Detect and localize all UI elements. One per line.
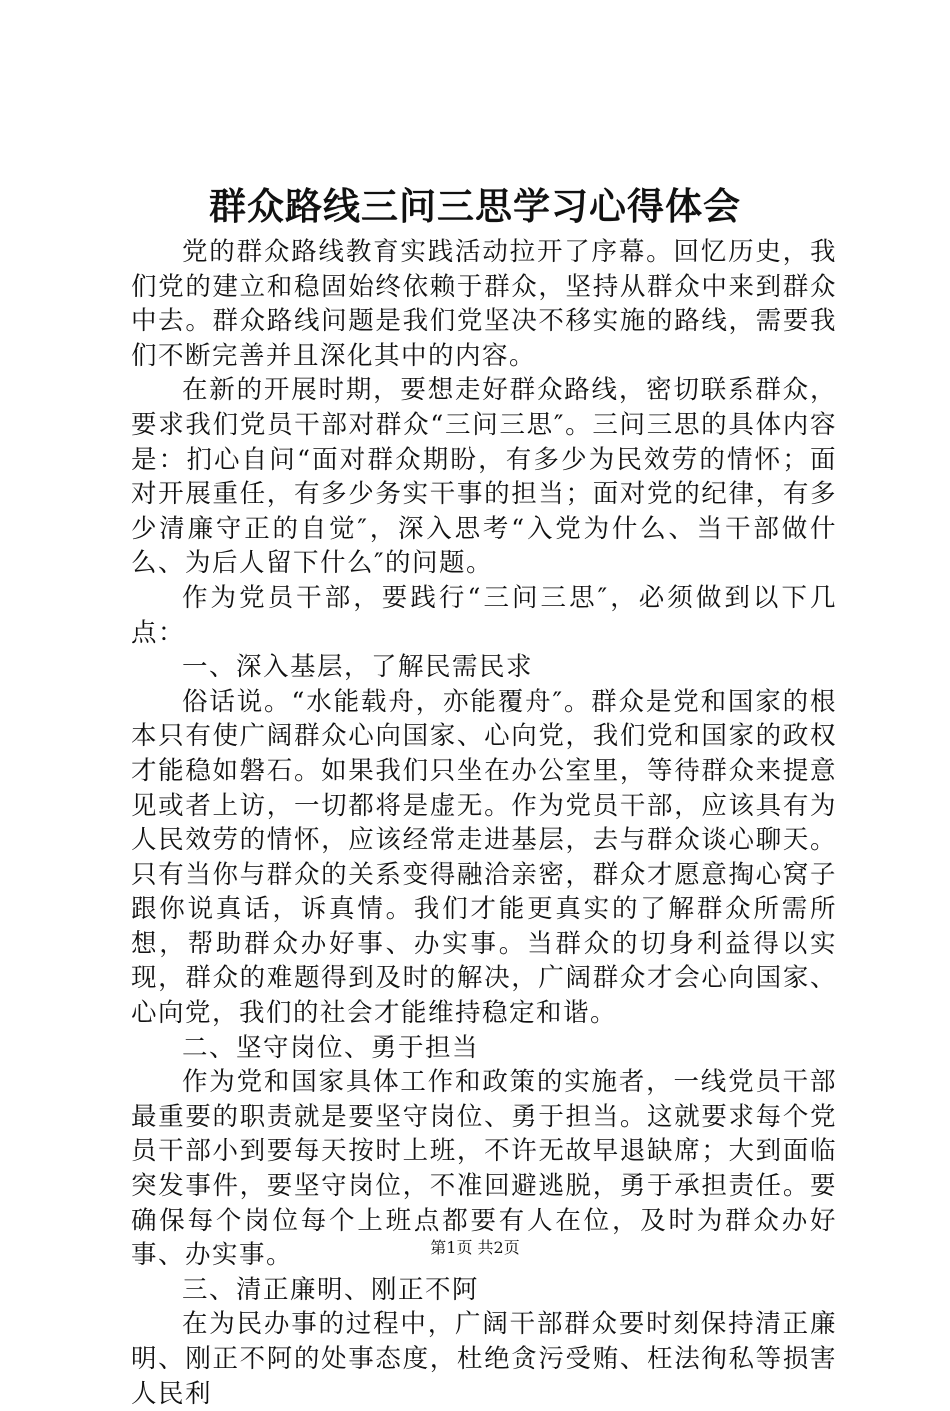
section-heading: 一、深入基层，了解民需民求 [182, 652, 534, 683]
document-body [131, 235, 837, 1411]
document-title: 群众路线三问三思学习心得体会 [209, 185, 741, 228]
paragraph: 俗话说。“水能载舟，亦能覆舟″。群众是党和国家的根本只有使广阔群众心向国家、心向党，我们党和国家的政权才能稳如磐石。如果我们只坐在办公室里，等待群众来提意见或者上访，一切都将是虚无。作为党员干部，应该具有为人民效劳的情怀，应该经常走进基层，去与群众谈心聊天。只有当你与群众的关系变得融洽亲密，群众才愿意掏心窝子跟你说真话，诉真情。我们才能更真实的了解群众所需所想，帮助群众办好事、办实事。当群众的切身利益得以实现，群众的难题得到及时的解决，广阔群众才会心向国家、心向党，我们的社会才能维持稳定和谐。 [131, 686, 837, 1029]
paragraph: 作为党员干部，要践行“三问三思″，必须做到以下几点： [131, 582, 837, 648]
paragraph: 作为党和国家具体工作和政策的实施者，一线党员干部最重要的职责就是要坚守岗位、勇于担当。这就要求每个党员干部小到要每天按时上班，不许无故早退缺席；大到面临突发事件，要坚守岗位，不准回避逃脱，勇于承担责任。要确保每个岗位每个上班点都要有人在位，及时为群众办好事、办实事。 [131, 1067, 837, 1271]
section-heading: 三、清正廉明、刚正不阿 [182, 1274, 480, 1305]
section-heading: 二、坚守岗位、勇于担当 [182, 1032, 480, 1063]
paragraph: 在为民办事的过程中，广阔干部群众要时刻保持清正廉明、刚正不阿的处事态度，杜绝贪污受贿、枉法徇私等损害人民利 [131, 1309, 837, 1409]
page-footer: 第1页 共2页 [430, 1238, 520, 1257]
paragraph: 党的群众路线教育实践活动拉开了序幕。回忆历史，我们党的建立和稳固始终依赖于群众，坚持从群众中来到群众中去。群众路线问题是我们党坚决不移实施的路线，需要我们不断完善并且深化其中的内容。 [131, 237, 837, 371]
paragraph: 在新的开展时期，要想走好群众路线，密切联系群众，要求我们党员干部对群众“三问三思″。三问三思的具体内容是：扪心自问“面对群众期盼，有多少为民效劳的情怀；面对开展重任，有多少务实干事的担当；面对党的纪律，有多少清廉守正的自觉″，深入思考“入党为什么、当干部做什么、为后人留下什么″的问题。 [131, 375, 837, 579]
